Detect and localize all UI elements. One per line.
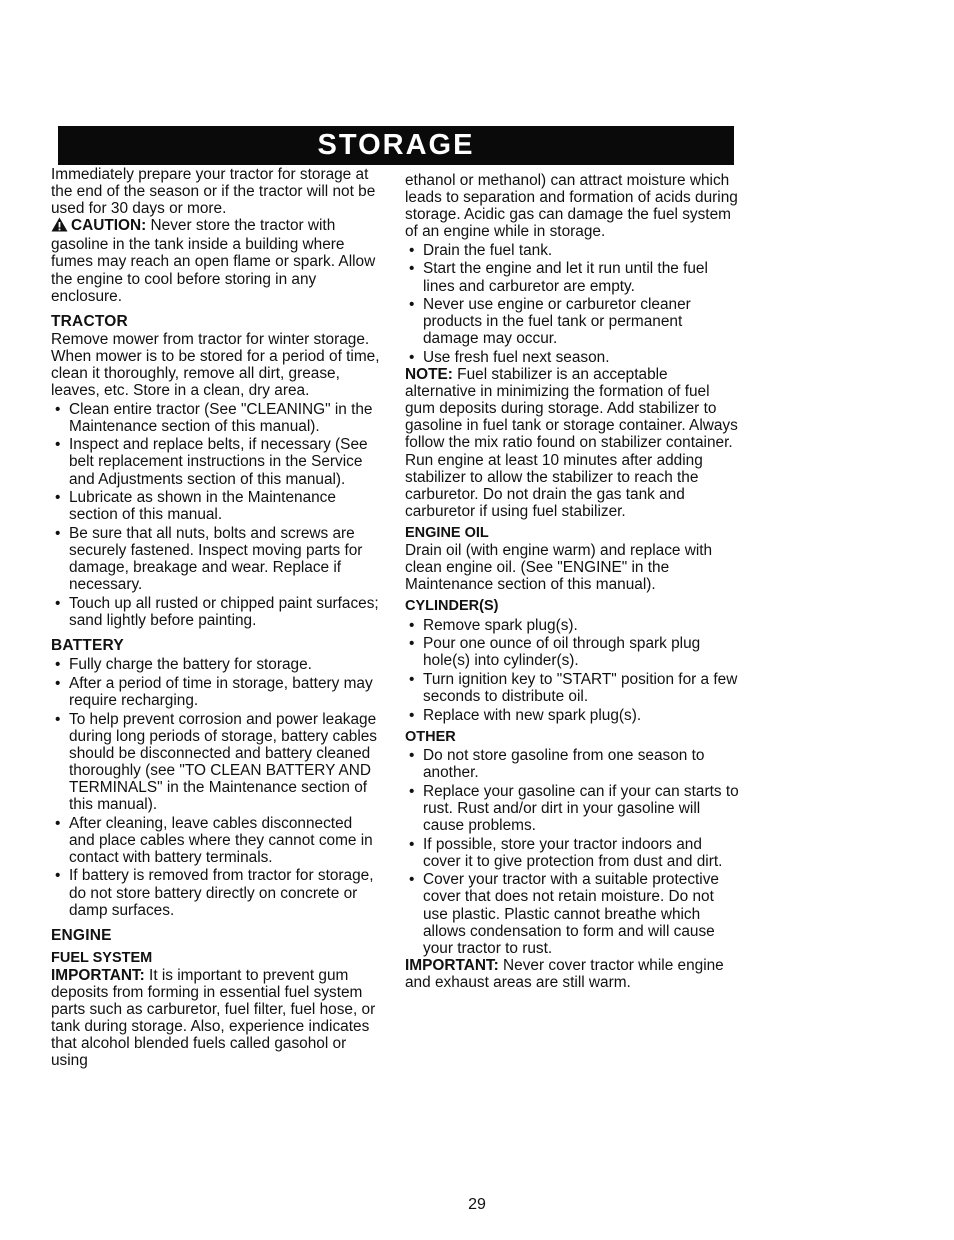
note-paragraph [405, 366, 739, 520]
important-label-right: IMPORTANT: [405, 956, 499, 974]
list-item: • Clean entire tractor (See "CLEANING" in the Maintenance section of this manual). [51, 401, 381, 435]
engine-oil-heading: ENGINE OIL [405, 524, 489, 541]
list-item: • Start the engine and let it run until the fuel lines and carburetor are empty. [405, 260, 739, 294]
important-label: IMPORTANT: [51, 966, 145, 984]
tractor-list [51, 401, 381, 629]
warning-triangle-icon [51, 217, 68, 236]
list-item: • Replace with new spark plug(s). [405, 707, 739, 724]
list-item: • Fully charge the battery for storage. [51, 656, 381, 673]
page-title: STORAGE [317, 129, 475, 161]
tractor-heading: TRACTOR [51, 312, 128, 330]
important-text-right: Never cover tractor while engine and exhaust areas are still warm. [405, 956, 724, 991]
list-item: • Use fresh fuel next season. [405, 349, 739, 366]
list-item: • Remove spark plug(s). [405, 617, 739, 634]
note-text: Fuel stabilizer is an acceptable alternative in minimizing the formation of fuel gum deposits during storage. Add stabilizer to gasoline in fuel tank or storage container. Always follow the mix ratio found on stabilizer container. Run engine at least 10 minutes after adding stabilizer to allow the stabilizer to reach the carburetor. Do not drain the gas tank and carburetor if using fuel stabilizer. [405, 366, 738, 520]
other-heading: OTHER [405, 728, 456, 745]
engine-heading: ENGINE [51, 926, 112, 944]
list-item: • Touch up all rusted or chipped paint surfaces; sand lightly before painting. [51, 595, 381, 629]
list-item: • Pour one ounce of oil through spark plug hole(s) into cylinder(s). [405, 635, 739, 669]
list-item: • Never use engine or carburetor cleaner products in the fuel tank or permanent damage may occur. [405, 296, 739, 347]
list-item: • Cover your tractor with a suitable protective cover that does not retain moisture. Do not use plastic. Plastic cannot breathe which allows condensation to form and will cause your tractor to rust. [405, 871, 739, 956]
list-item: • Do not store gasoline from one season to another. [405, 747, 739, 781]
list-item: • Replace your gasoline can if your can starts to rust. Rust and/or dirt in your gasoline will cause problems. [405, 783, 739, 834]
fuel-system-heading: FUEL SYSTEM [51, 949, 153, 966]
important-paragraph-right [405, 957, 739, 991]
note-label: NOTE: [405, 366, 453, 384]
caution-text: Never store the tractor with gasoline in the tank inside a building where fumes may reach an open flame or spark. Allow the engine to cool before storing in any enclosure. [51, 217, 376, 305]
list-item: • To help prevent corrosion and power leakage during long periods of storage, battery cables should be disconnected and battery cleaned thoroughly (see "TO CLEAN BATTERY AND TERMINALS" in the Maintenance section of this manual). [51, 711, 381, 814]
right-column [405, 172, 739, 991]
list-item: • If possible, store your tractor indoors and cover it to give protection from dust and dirt. [405, 836, 739, 870]
list-item: • Drain the fuel tank. [405, 242, 739, 259]
cylinder-list [405, 617, 739, 724]
cylinders-heading: CYLINDER(S) [405, 598, 499, 615]
list-item: • Turn ignition key to "START" position for a few seconds to distribute oil. [405, 671, 739, 705]
page-number: 29 [468, 1196, 486, 1213]
caution-paragraph [51, 217, 381, 304]
list-item: • After a period of time in storage, battery may require recharging. [51, 675, 381, 709]
left-column [51, 166, 381, 1069]
tractor-text: Remove mower from tractor for winter storage. When mower is to be stored for a period of time, clean it thoroughly, remove all dirt, grease, leaves, etc. Store in a clean, dry area. [51, 330, 380, 400]
fuel-list [405, 242, 739, 366]
fuel-continued-text: ethanol or methanol) can attract moisture which leads to separation and formation of acids during storage. Acidic gas can damage the fuel system of an engine while in storage. [405, 172, 738, 241]
list-item: • Be sure that all nuts, bolts and screws are securely fastened. Inspect moving parts for damage, breakage and wear. Replace if necessary. [51, 525, 381, 593]
storage-banner [58, 126, 734, 165]
other-list [405, 747, 739, 957]
intro-paragraph: Immediately prepare your tractor for storage at the end of the season or if the tractor will not be used for 30 days or more. [51, 166, 376, 218]
important-paragraph [51, 967, 381, 1070]
important-text: It is important to prevent gum deposits from forming in essential fuel system parts such as carburetor, fuel filter, fuel hose, or tank during storage. Also, experience indicates that alcohol blended fuels called gasohol or using [51, 966, 376, 1070]
battery-heading: BATTERY [51, 636, 124, 654]
engine-oil-text: Drain oil (with engine warm) and replace with clean engine oil. (See "ENGINE" in the Maintenance section of this manual). [405, 541, 713, 594]
list-item: • After cleaning, leave cables disconnected and place cables where they cannot come in contact with battery terminals. [51, 815, 381, 866]
list-item: • Inspect and replace belts, if necessary (See belt replacement instructions in the Service and Adjustments section of this manual). [51, 436, 381, 487]
list-item: • If battery is removed from tractor for storage, do not store battery directly on concrete or damp surfaces. [51, 867, 381, 918]
list-item: • Lubricate as shown in the Maintenance section of this manual. [51, 489, 381, 523]
caution-label: CAUTION: [71, 217, 147, 235]
battery-list [51, 656, 381, 918]
